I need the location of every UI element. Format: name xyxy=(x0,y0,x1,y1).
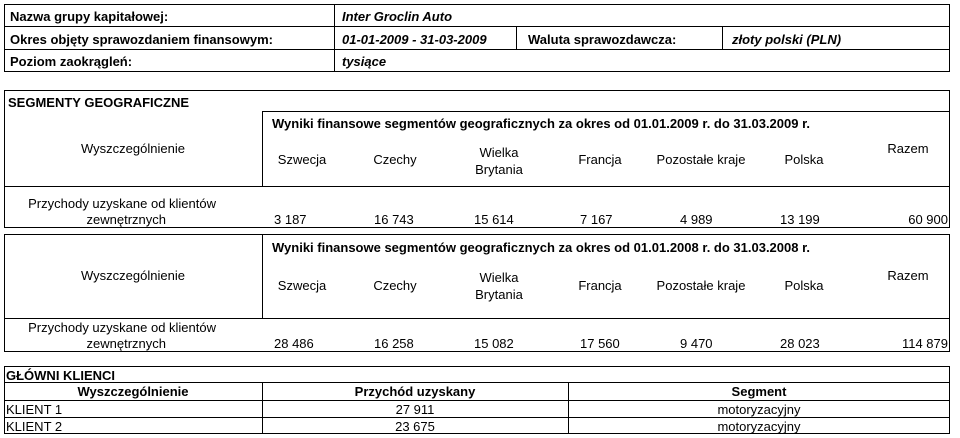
currency-label: Waluta sprawozdawcza: xyxy=(528,32,677,47)
value-2009-czechia: 16 743 xyxy=(374,212,414,227)
clients-divider xyxy=(4,417,950,418)
col-header-total: Razem xyxy=(887,141,929,156)
value-2009-total: 60 900 xyxy=(908,212,948,227)
geo-divider xyxy=(4,318,950,319)
client-2-name: KLIENT 2 xyxy=(6,419,63,434)
rounding-value: tysiące xyxy=(342,54,387,69)
value-2008-france: 17 560 xyxy=(580,336,620,351)
period-label: Okres objęty sprawozdaniem finansowym: xyxy=(10,32,273,47)
info-divider xyxy=(516,26,517,49)
col-header-uk: Wielka Brytania xyxy=(475,145,523,177)
info-divider xyxy=(334,4,335,72)
value-2008-poland: 28 023 xyxy=(780,336,820,351)
client-1-segment: motoryzacyjny xyxy=(717,402,801,417)
info-divider xyxy=(722,26,723,49)
geo-divider xyxy=(262,111,263,186)
col-header-poland-2008: Polska xyxy=(784,278,824,293)
info-divider xyxy=(4,26,950,27)
client-1-revenue: 27 911 xyxy=(395,402,435,417)
clients-header-segment: Segment xyxy=(731,384,787,399)
clients-divider xyxy=(4,400,950,401)
geo-divider xyxy=(262,111,950,112)
col-header-france-2008: Francja xyxy=(578,278,622,293)
geo-segments-heading: SEGMENTY GEOGRAFICZNE xyxy=(8,95,190,110)
clients-header-name: Wyszczególnienie xyxy=(77,384,189,399)
col-header-total-2008: Razem xyxy=(887,268,929,283)
client-2-revenue: 23 675 xyxy=(395,419,435,434)
col-header-france: Francja xyxy=(578,152,622,167)
col-header-other: Pozostałe kraje xyxy=(656,152,746,167)
value-2009-uk: 15 614 xyxy=(474,212,514,227)
value-2008-total: 114 879 xyxy=(901,336,948,351)
value-2009-sweden: 3 187 xyxy=(274,212,307,227)
col-header-czechia: Czechy xyxy=(373,152,417,167)
group-label: Nazwa grupy kapitałowej: xyxy=(10,9,169,24)
rounding-label: Poziom zaokrągleń: xyxy=(10,54,133,69)
value-2008-sweden: 28 486 xyxy=(274,336,314,351)
col-label-2008: Wyszczególnienie xyxy=(81,268,185,283)
period-2008-heading: Wyniki finansowe segmentów geograficznych za okres od 01.01.2008 r. do 31.03.2008 r. xyxy=(272,240,811,255)
clients-divider xyxy=(4,382,950,383)
value-2009-france: 7 167 xyxy=(580,212,613,227)
col-header-other-2008: Pozostałe kraje xyxy=(656,278,746,293)
client-1-name: KLIENT 1 xyxy=(6,402,63,417)
col-header-czechia-2008: Czechy xyxy=(373,278,417,293)
info-divider xyxy=(4,49,950,50)
value-2008-uk: 15 082 xyxy=(474,336,514,351)
client-2-segment: motoryzacyjny xyxy=(717,419,801,434)
col-header-sweden: Szwecja xyxy=(277,152,327,167)
row-label-2009-line2: zewnętrznych xyxy=(86,212,166,227)
group-value: Inter Groclin Auto xyxy=(342,9,453,24)
col-label-2009: Wyszczególnienie xyxy=(81,141,185,156)
geo-divider xyxy=(262,234,263,318)
row-label-2008-line2: zewnętrznych xyxy=(86,336,166,351)
row-label-2008-line1: Przychody uzyskane od klientów xyxy=(28,320,216,335)
col-header-sweden-2008: Szwecja xyxy=(277,278,327,293)
col-header-uk-2008: Wielka Brytania xyxy=(475,270,523,302)
period-value: 01-01-2009 - 31-03-2009 xyxy=(342,32,487,47)
value-2008-other: 9 470 xyxy=(680,336,713,351)
geo-divider xyxy=(4,186,950,187)
value-2009-other: 4 989 xyxy=(680,212,713,227)
row-label-2009-line1: Przychody uzyskane od klientów xyxy=(28,196,216,211)
clients-heading: GŁÓWNI KLIENCI xyxy=(6,368,116,383)
currency-value: złoty polski (PLN) xyxy=(732,32,842,47)
value-2009-poland: 13 199 xyxy=(780,212,820,227)
period-2009-heading: Wyniki finansowe segmentów geograficznych za okres od 01.01.2009 r. do 31.03.2009 r. xyxy=(272,116,811,131)
col-header-poland: Polska xyxy=(784,152,824,167)
value-2008-czechia: 16 258 xyxy=(374,336,414,351)
clients-header-revenue: Przychód uzyskany xyxy=(354,384,476,399)
